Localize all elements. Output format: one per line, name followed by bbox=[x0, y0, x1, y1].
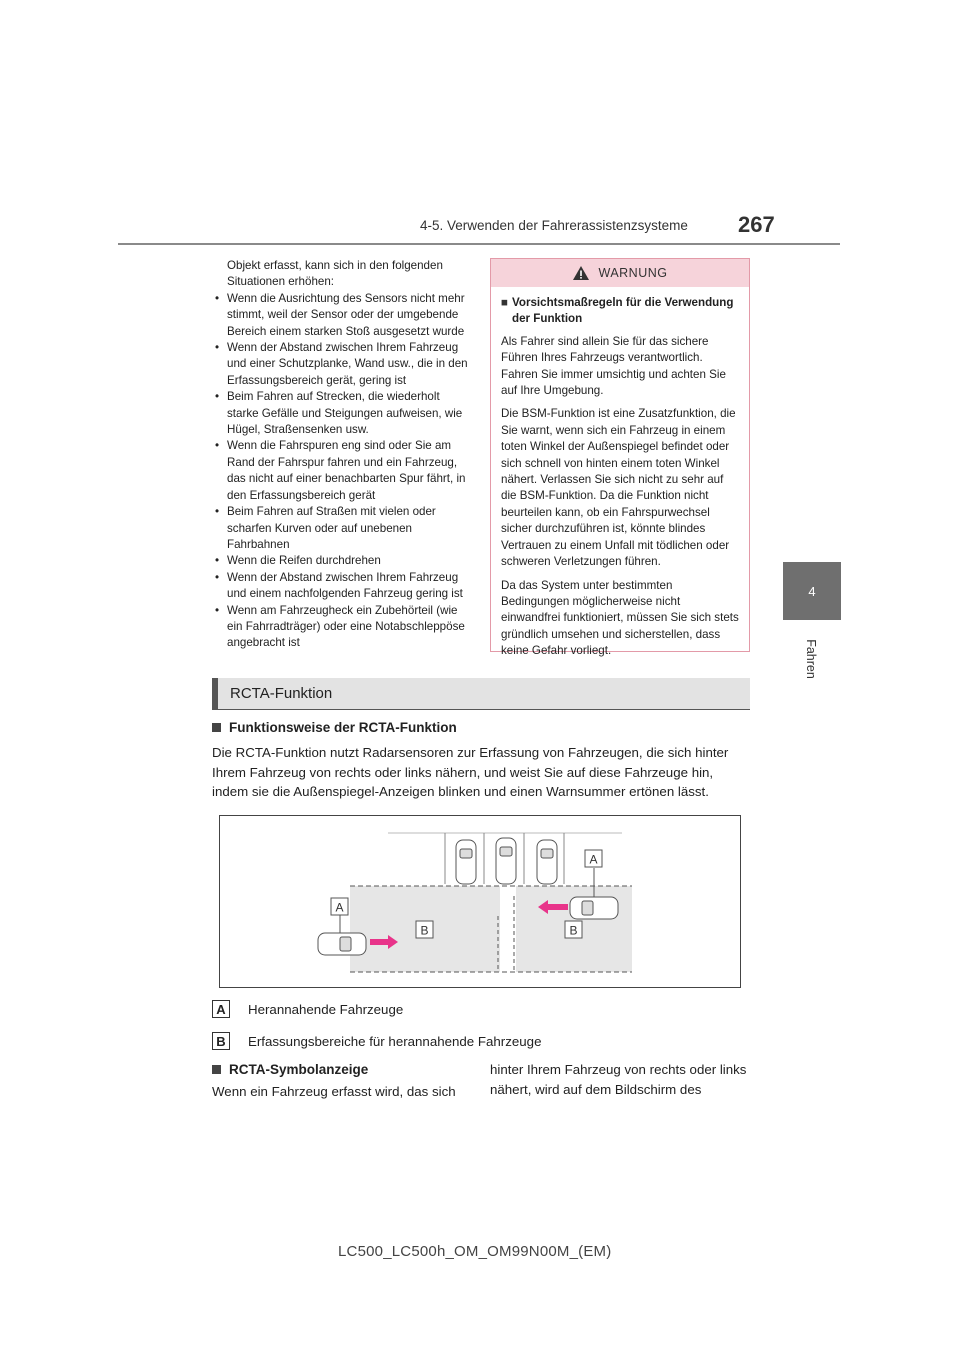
label-a-left: A bbox=[335, 900, 344, 915]
chapter-label-wrap bbox=[783, 630, 841, 680]
warning-box bbox=[490, 258, 750, 658]
symbol-subheading-text: RCTA-Symbolanzeige bbox=[229, 1062, 369, 1077]
square-bullet-icon bbox=[212, 1065, 221, 1074]
warning-paragraph: Die BSM-Funktion ist eine Zusatzfunktion, die Sie warnt, wenn sich ein Fahrzeug in einem toten Winkel der Außenspiegel befindet oder sich schnell von hinten einem toten Winkel nähert. Verlassen Sie sich nicht zu sehr auf die BSM-Funktion. Da die Funktion nicht beurteilen kann, ob ein Fahrspurwechsel sicher durchzuführen ist, könnte blindes Vertrauen zu einem Unfall mit tödlichen oder schweren Verletzungen führen. bbox=[501, 407, 736, 569]
list-item: • Wenn am Fahrzeugheck ein Zubehörteil (wie ein Fahrradträger) oder eine Notabschleppöse angebracht ist bbox=[212, 603, 474, 652]
warning-subheading-text: Vorsichtsmaßregeln für die Verwendung der Funktion bbox=[512, 296, 734, 326]
warning-triangle-icon bbox=[572, 265, 590, 281]
label-b-left: B bbox=[420, 923, 429, 938]
left-column bbox=[212, 258, 474, 652]
legend-row-b bbox=[212, 1032, 541, 1050]
section-header-title: 4-5. Verwenden der Fahrerassistenzsysteme bbox=[420, 218, 688, 233]
rcta-symbol-subheading bbox=[212, 1062, 368, 1077]
document-code: LC500_LC500h_OM_OM99N00M_(EM) bbox=[338, 1243, 612, 1260]
approaching-car-left bbox=[318, 933, 366, 955]
section-heading bbox=[212, 678, 750, 710]
symbol-text-right: hinter Ihrem Fahrzeug von rechts oder links nähert, wird auf dem Bildschirm des bbox=[490, 1062, 747, 1097]
list-item: • Wenn der Abstand zwischen Ihrem Fahrzeug und einem nachfolgenden Fahrzeug gering ist bbox=[212, 570, 474, 603]
rcta-description: Die RCTA-Funktion nutzt Radarsensoren zur Erfassung von Fahrzeugen, die sich hinter Ihrem Fahrzeug von rechts oder links nähern, und weist Sie auf diese Fahrzeuge hin, indem sie die Außenspiegel-Anzeigen blinken und einen Warnsummer ertönen lässt. bbox=[212, 745, 729, 799]
warning-title: WARNUNG bbox=[598, 266, 668, 280]
subheading-text: Funktionsweise der RCTA-Funktion bbox=[229, 720, 457, 735]
square-bullet-icon: ■ bbox=[501, 296, 509, 309]
legend-key-b: B bbox=[212, 1032, 230, 1050]
chapter-label: Fahren bbox=[804, 639, 818, 679]
rcta-diagram-svg bbox=[220, 816, 740, 987]
list-item: • Wenn der Abstand zwischen Ihrem Fahrzeug und einer Schutzplanke, Wand usw., die in den Erfassungsbereich gerät, gering ist bbox=[212, 340, 474, 389]
legend-text-b: Erfassungsbereiche für herannahende Fahrzeuge bbox=[248, 1033, 542, 1049]
header-divider bbox=[118, 243, 840, 245]
legend-key-a: A bbox=[212, 1000, 230, 1018]
parked-cars bbox=[456, 838, 557, 884]
label-a-right: A bbox=[589, 852, 598, 867]
left-intro: Objekt erfasst, kann sich in den folgenden Situationen erhöhen: bbox=[227, 259, 443, 289]
chapter-tab bbox=[783, 562, 841, 620]
warning-paragraph: Als Fahrer sind allein Sie für das sichere Führen Ihres Fahrzeugs verantwortlich. Fahren Sie immer umsichtig und achten Sie auf Ihre Umgebung. bbox=[501, 334, 726, 398]
warning-subheading bbox=[501, 295, 739, 328]
list-item: • Beim Fahren auf Strecken, die wiederholt starke Gefälle und Steigungen aufweisen, wie Hügel, Straßensenken usw. bbox=[212, 389, 474, 438]
warning-body bbox=[491, 287, 749, 660]
list-item: • Wenn die Reifen durchdrehen bbox=[212, 553, 474, 569]
rcta-function-subheading bbox=[212, 720, 457, 735]
list-item: • Beim Fahren auf Straßen mit vielen oder scharfen Kurven oder auf unebenen Fahrbahnen bbox=[212, 504, 474, 553]
chapter-number: 4 bbox=[808, 583, 816, 599]
legend-text-a: Herannahende Fahrzeuge bbox=[248, 1001, 404, 1017]
legend-row-a bbox=[212, 1000, 403, 1018]
list-item: • Wenn die Ausrichtung des Sensors nicht mehr stimmt, weil der Sensor oder der umgebende Bereich einem starken Stoß ausgesetzt wurde bbox=[212, 291, 474, 340]
square-bullet-icon bbox=[212, 723, 221, 732]
warning-paragraph: Da das System unter bestimmten Bedingungen möglicherweise nicht einwandfrei funktioniert, müssen Sie sich stets gründlich umsehen und sicherstellen, dass keine Gefahr vorliegt. bbox=[501, 578, 739, 658]
approaching-car-right bbox=[570, 897, 618, 919]
warning-header bbox=[491, 259, 749, 287]
condition-list bbox=[212, 291, 474, 652]
page-number: 267 bbox=[738, 212, 775, 237]
list-item: • Wenn die Fahrspuren eng sind oder Sie am Rand der Fahrspur fahren und ein Fahrzeug, das nicht auf einer benachbarten Spur fährt, in den Erfassungsbereich gerät bbox=[212, 438, 474, 504]
section-title: RCTA-Funktion bbox=[230, 685, 333, 702]
symbol-text-left: Wenn ein Fahrzeug erfasst wird, das sich bbox=[212, 1084, 456, 1099]
label-b-right: B bbox=[569, 923, 578, 938]
rcta-diagram bbox=[219, 815, 741, 988]
